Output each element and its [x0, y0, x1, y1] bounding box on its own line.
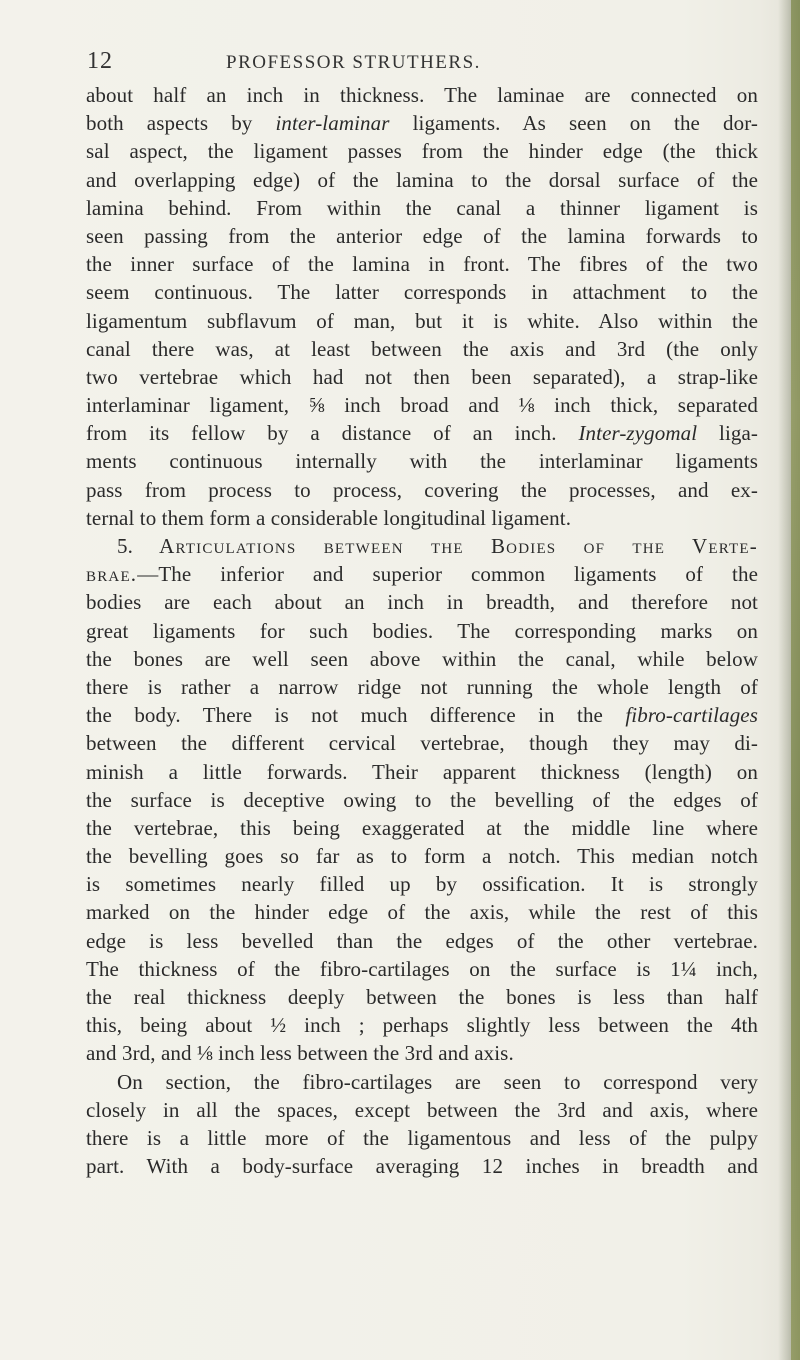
text-run: edge is less bevelled than the edges of the other vertebrae. — [86, 928, 758, 953]
body-text — [86, 81, 758, 1180]
text-run: pass from process to process, covering the processes, and ex- — [86, 477, 758, 502]
text-line — [86, 673, 758, 701]
italic-term: fibro-cartilages — [625, 703, 758, 728]
text-line — [86, 109, 758, 137]
text-line — [86, 222, 758, 250]
text-run: the vertebrae, this being exaggerated at the middle line where — [86, 815, 758, 840]
text-run: —The inferior and superior common ligaments of the — [137, 562, 758, 587]
text-run: the real thickness deeply between the bones is less than half — [86, 985, 758, 1009]
text-line — [86, 447, 758, 475]
text-run: marked on the hinder edge of the axis, while the rest of this — [86, 900, 758, 925]
text-run: is sometimes nearly filled up by ossification. It is strongly — [86, 872, 758, 897]
text-run: interlaminar ligament, ⅝ inch broad and ⅛ inch thick, separated — [86, 393, 758, 418]
text-run: seem continuous. The latter corresponds in attachment to the — [86, 280, 758, 305]
text-line — [86, 870, 758, 898]
text-run: two vertebrae which had not then been separated), a strap-like — [86, 364, 758, 389]
text-run: the bevelling goes so far as to form a notch. This median notch — [86, 844, 758, 869]
running-head — [0, 48, 800, 78]
text-run: great ligaments for such bodies. The corresponding marks on — [86, 618, 758, 643]
text-line — [86, 560, 758, 588]
text-run: this, being about ½ inch ; perhaps slightly less between the 4th — [86, 1013, 758, 1038]
text-run: both aspects by — [86, 111, 276, 136]
text-run: and overlapping edge) of the lamina to the dorsal surface of the — [86, 167, 758, 192]
text-run: 5. — [117, 534, 160, 558]
text-line — [86, 1011, 758, 1039]
text-line — [86, 476, 758, 504]
text-run: there is rather a narrow ridge not running the whole length of — [86, 674, 758, 699]
text-run: On section, the fibro-cartilages are seen to correspond very — [117, 1069, 758, 1094]
text-run: The thickness of the fibro-cartilages on the surface is 1¼ inch, — [86, 956, 758, 981]
text-run: the surface is deceptive owing to the bevelling of the edges of — [86, 787, 758, 812]
text-line — [86, 1124, 758, 1152]
text-run: about half an inch in thickness. The laminae are connected on — [86, 83, 758, 107]
text-line — [86, 307, 758, 335]
text-line — [86, 1096, 758, 1124]
text-run: ligaments. As seen on the dor- — [389, 111, 759, 136]
text-line — [86, 504, 758, 532]
page-number: 12 — [87, 48, 113, 74]
text-line — [86, 1152, 758, 1180]
text-line — [86, 701, 758, 729]
text-run: lamina behind. From within the canal a thinner ligament is — [86, 195, 758, 220]
text-line — [86, 955, 758, 983]
text-line — [86, 391, 758, 419]
text-line — [86, 194, 758, 222]
page-edge-strip — [791, 0, 800, 1360]
text-line — [86, 137, 758, 165]
text-run: the body. There is not much difference in the — [86, 703, 626, 728]
section-heading: brae. — [86, 562, 138, 587]
italic-term: Inter-zygomal — [578, 421, 698, 446]
text-run: liga- — [697, 421, 758, 446]
text-run: seen passing from the anterior edge of the lamina forwards to — [86, 223, 758, 248]
text-line — [86, 786, 758, 814]
text-line — [86, 335, 758, 363]
text-run: bodies are each about an inch in breadth, and therefore not — [86, 590, 758, 615]
text-run: between the different cervical vertebrae, though they may di- — [86, 731, 758, 756]
text-line — [86, 645, 758, 673]
text-run: minish a little forwards. Their apparent thickness (length) on — [86, 759, 758, 784]
text-run: part. With a body-surface averaging 12 inches in breadth and — [86, 1154, 758, 1179]
text-line — [86, 842, 758, 870]
text-line — [86, 278, 758, 306]
section-heading: Articulations between the Bodies of the Verte- — [159, 534, 758, 558]
text-run: there is a little more of the ligamentous and less of the pulpy — [86, 1125, 758, 1150]
text-run: canal there was, at least between the axis and 3rd (the only — [86, 336, 758, 361]
text-line — [86, 1039, 758, 1067]
text-line — [86, 81, 758, 109]
running-title: PROFESSOR STRUTHERS. — [226, 52, 481, 73]
text-run: and 3rd, and ⅛ inch less between the 3rd and axis. — [86, 1041, 514, 1066]
text-run: ments continuous internally with the interlaminar ligaments — [86, 449, 758, 474]
text-line — [86, 250, 758, 278]
text-line — [86, 419, 758, 447]
text-run: closely in all the spaces, except between the 3rd and axis, where — [86, 1097, 758, 1122]
text-line — [86, 166, 758, 194]
text-line — [86, 927, 758, 955]
text-line — [86, 758, 758, 786]
text-line — [86, 363, 758, 391]
text-line — [86, 588, 758, 616]
text-run: sal aspect, the ligament passes from the hinder edge (the thick — [86, 139, 758, 164]
text-run: ligamentum subflavum of man, but it is white. Also within the — [86, 308, 758, 333]
text-line — [86, 983, 758, 1011]
text-line — [86, 729, 758, 757]
text-run: the bones are well seen above within the canal, while below — [86, 646, 758, 671]
text-line — [86, 617, 758, 645]
text-run: from its fellow by a distance of an inch. — [86, 421, 579, 446]
text-line — [86, 814, 758, 842]
text-run: ternal to them form a considerable longitudinal ligament. — [86, 505, 572, 530]
text-line — [86, 1068, 758, 1096]
text-line — [86, 532, 758, 560]
text-line — [86, 898, 758, 926]
text-run: the inner surface of the lamina in front. The fibres of the two — [86, 252, 758, 277]
italic-term: inter-laminar — [275, 111, 390, 136]
